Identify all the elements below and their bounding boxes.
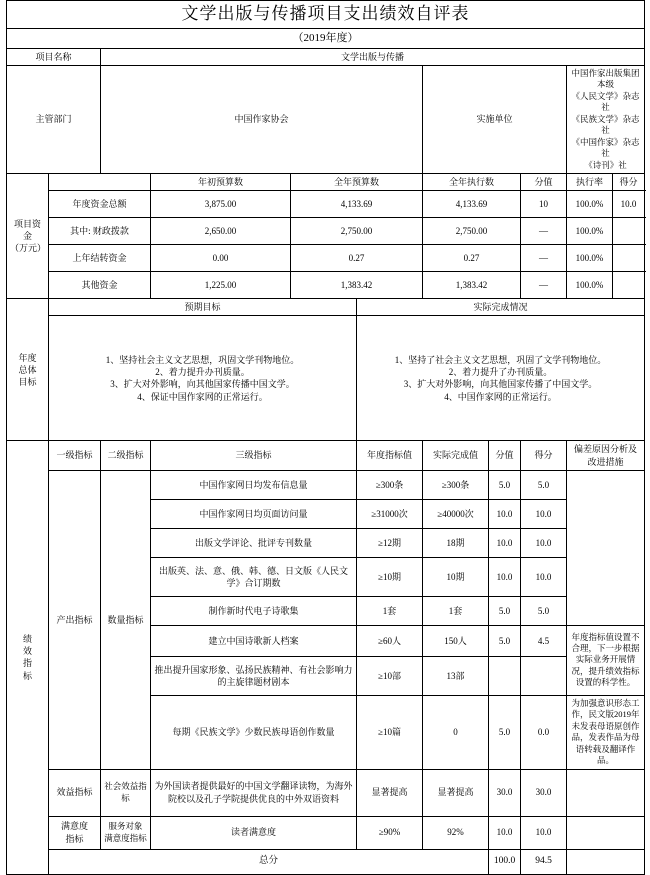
total-deviation (567, 849, 645, 874)
perf-row-4-score: 5.0 (521, 596, 567, 625)
subtitle-row (7, 28, 645, 48)
annual-goal-label-line-0: 年度 (18, 352, 37, 363)
funds-row-3-score (613, 272, 645, 299)
perf-satisfaction-level1-line-1: 指标 (65, 833, 84, 844)
unit-line-1: 《人民文学》杂志社 (571, 90, 640, 113)
perf-label-line-0: 绩 (22, 634, 32, 645)
funds-row-0-year-exec: 4,133.69 (423, 191, 521, 218)
perf-row-5-actual: 150人 (423, 625, 489, 656)
unit-line-2: 《民族文学》杂志社 (571, 113, 640, 136)
annual-goal-actual-header: 实际完成情况 (357, 299, 645, 316)
perf-level2-quantity: 数量指标 (101, 470, 151, 769)
perf-satisfaction-level2-line-0: 服务对象 (108, 821, 143, 832)
perf-benefit-deviation (567, 769, 645, 816)
dept-value: 中国作家协会 (101, 65, 423, 173)
perf-satisfaction-score: 10.0 (521, 816, 567, 849)
funds-col-score: 得分 (613, 174, 645, 191)
funds-row-2-year-budget: 0.27 (291, 245, 423, 272)
funds-row-1-exec-rate: 100.0% (567, 218, 613, 245)
expected-line-1: 2、着力提升办刊质量。 (155, 367, 250, 378)
perf-row-0-l3: 中国作家网日均发布信息量 (151, 470, 357, 499)
perf-row-7-l3: 每期《民族文学》少数民族母语创作数量 (151, 695, 357, 769)
perf-row-1-actual: ≥40000次 (423, 499, 489, 528)
perf-benefit-level3: 为外国读者提供最好的中国文学翻译读物，为海外院校以及孔子学院提供优良的中外双语资料 (151, 769, 357, 816)
total-label: 总分 (49, 849, 489, 874)
perf-row (7, 470, 645, 499)
perf-row-1-l3: 中国作家网日均页面访问量 (151, 499, 357, 528)
perf-row-6-actual: 13部 (423, 656, 489, 695)
perf-row-3-l3: 出版英、法、意、俄、韩、德、日文版《人民文学》合订期数 (151, 557, 357, 596)
perf-row-7-target: ≥10篇 (357, 695, 423, 769)
funds-row (7, 272, 645, 299)
perf-satisfaction-actual: 92% (423, 816, 489, 849)
perf-col-actual: 实际完成值 (423, 441, 489, 470)
page-title: 文学出版与传播项目支出绩效自评表 (7, 1, 645, 29)
dept-unit-row (7, 65, 645, 173)
perf-row-7-actual: 0 (423, 695, 489, 769)
perf-satisfaction-deviation (567, 816, 645, 849)
perf-satisfaction-level2 (101, 816, 151, 849)
funds-row (7, 245, 645, 272)
title-row (7, 1, 645, 29)
funds-row-2-score-value: — (521, 245, 567, 272)
funds-row-3-exec-rate: 100.0% (567, 272, 613, 299)
perf-row-1-score-value: 10.0 (489, 499, 521, 528)
project-name-label: 项目名称 (7, 48, 101, 65)
perf-row-4-actual: 1套 (423, 596, 489, 625)
perf-deviation-blank-top (567, 470, 645, 625)
funds-row-1-begin-budget: 2,650.00 (151, 218, 291, 245)
perf-row-2-l3: 出版文学评论、批评专刊数量 (151, 528, 357, 557)
total-score-value: 100.0 (489, 849, 521, 874)
perf-row-7-deviation: 为加强意识形态工作，民文版2019年未发表母语原创作品，发表作品为母语转载及翻译作品。 (567, 695, 645, 769)
annual-goal-expected-header: 预期目标 (49, 299, 357, 316)
perf-label-line-1: 效 (22, 646, 32, 657)
annual-goal-header-row (7, 299, 645, 316)
funds-row-2-name: 上年结转资金 (49, 245, 151, 272)
funds-row-label (7, 174, 49, 299)
page-subtitle: （2019年度） (7, 28, 645, 48)
perf-satisfaction-row (7, 816, 645, 849)
funds-row-2-exec-rate: 100.0% (567, 245, 613, 272)
perf-row-0-actual: ≥300条 (423, 470, 489, 499)
perf-col-target: 年度指标值 (357, 441, 423, 470)
unit-label: 实施单位 (423, 65, 567, 173)
perf-benefit-score: 30.0 (521, 769, 567, 816)
expected-line-0: 1、坚持社会主义文艺思想，巩固文学刊物地位。 (105, 355, 300, 366)
perf-label-line-2: 指 (22, 658, 32, 669)
funds-row-1-score (613, 218, 645, 245)
perf-col-level1: 一级指标 (49, 441, 101, 470)
project-name-value: 文学出版与传播 (101, 48, 645, 65)
perf-col-score: 得分 (521, 441, 567, 470)
funds-row-0-score-value: 10 (521, 191, 567, 218)
perf-benefit-actual: 显著提高 (423, 769, 489, 816)
perf-row-2-actual: 18期 (423, 528, 489, 557)
annual-goal-label-line-1: 总体 (18, 364, 37, 375)
perf-benefit-target: 显著提高 (357, 769, 423, 816)
perf-col-level2: 二级指标 (101, 441, 151, 470)
perf-row-3-target: ≥10期 (357, 557, 423, 596)
annual-goal-label-line-2: 目标 (18, 376, 37, 387)
total-score: 94.5 (521, 849, 567, 874)
perf-row-4-score-value: 5.0 (489, 596, 521, 625)
perf-row-5-score: 4.5 (521, 625, 567, 656)
dept-label: 主管部门 (7, 65, 101, 173)
funds-col-year-budget: 全年预算数 (291, 174, 423, 191)
perf-row-2-score-value: 10.0 (489, 528, 521, 557)
perf-row-3-score-value: 10.0 (489, 557, 521, 596)
funds-col-score-value: 分值 (521, 174, 567, 191)
funds-row-2-score (613, 245, 645, 272)
funds-row-3-year-exec: 1,383.42 (423, 272, 521, 299)
perf-row-4-l3: 制作新时代电子诗歌集 (151, 596, 357, 625)
actual-line-2: 3、扩大对外影响，向其他国家传播了中国文学。 (403, 379, 598, 390)
funds-row-3-name: 其他资金 (49, 272, 151, 299)
actual-line-1: 2、着力提升了办刊质量。 (448, 367, 553, 378)
funds-row-2-year-exec: 0.27 (423, 245, 521, 272)
unit-line-3: 《中国作家》杂志社 (571, 136, 640, 159)
funds-row-label-line-0: 项目资金 (13, 219, 41, 242)
perf-row-4-target: 1套 (357, 596, 423, 625)
annual-goal-row-label (7, 299, 49, 441)
funds-col-year-exec: 全年执行数 (423, 174, 521, 191)
perf-col-deviation: 偏差原因分析及改进措施 (567, 441, 645, 470)
funds-row-3-begin-budget: 1,225.00 (151, 272, 291, 299)
funds-row-3-score-value: — (521, 272, 567, 299)
perf-col-score-value: 分值 (489, 441, 521, 470)
perf-col-level3: 三级指标 (151, 441, 357, 470)
actual-line-0: 1、坚持了社会主义文艺思想，巩固了文学刊物地位。 (394, 355, 607, 366)
funds-row (7, 218, 645, 245)
perf-label-line-3: 标 (22, 670, 32, 681)
perf-row-0-score-value: 5.0 (489, 470, 521, 499)
perf-satisfaction-level1-line-0: 满意度 (60, 821, 88, 832)
funds-row-1-name: 其中: 财政拨款 (49, 218, 151, 245)
perf-benefit-score-value: 30.0 (489, 769, 521, 816)
perf-row-5-score-value: 5.0 (489, 625, 521, 656)
annual-goal-content-row (7, 316, 645, 441)
perf-row-3-actual: 10期 (423, 557, 489, 596)
perf-row-7-score-value: 5.0 (489, 695, 521, 769)
perf-row-6-score (521, 656, 567, 695)
perf-satisfaction-level3: 读者满意度 (151, 816, 357, 849)
funds-row-0-score: 10.0 (613, 191, 645, 218)
perf-row-5-deviation: 年度指标值设置不合理，下一步根据实际业务开展情况，提升绩效指标设置的科学性。 (567, 625, 645, 695)
unit-line-0: 中国作家出版集团本级 (571, 67, 640, 90)
perf-row-2-target: ≥12期 (357, 528, 423, 557)
perf-benefit-level2: 社会效益指标 (101, 769, 151, 816)
perf-satisfaction-target: ≥90% (357, 816, 423, 849)
perf-row-1-score: 10.0 (521, 499, 567, 528)
funds-row (7, 191, 645, 218)
self-evaluation-table (6, 0, 645, 875)
perf-benefit-row (7, 769, 645, 816)
funds-row-label-line-1: （万元） (10, 243, 47, 254)
expected-line-3: 4、保证中国作家网的正常运行。 (137, 391, 268, 402)
perf-row-0-score: 5.0 (521, 470, 567, 499)
funds-row-1-year-exec: 2,750.00 (423, 218, 521, 245)
perf-row-6-score-value (489, 656, 521, 695)
funds-row-0-name: 年度资金总额 (49, 191, 151, 218)
perf-level1-output: 产出指标 (49, 470, 101, 769)
funds-row-0-begin-budget: 3,875.00 (151, 191, 291, 218)
perf-satisfaction-level1 (49, 816, 101, 849)
actual-line-3: 4、中国作家网的正常运行。 (444, 391, 557, 402)
funds-row-3-year-budget: 1,383.42 (291, 272, 423, 299)
expected-line-2: 3、扩大对外影响，向其他国家传播中国文学。 (110, 379, 295, 390)
project-name-row (7, 48, 645, 65)
perf-row-5-target: ≥60人 (357, 625, 423, 656)
total-row (7, 849, 645, 874)
perf-row-5-l3: 建立中国诗歌新人档案 (151, 625, 357, 656)
perf-row-2-score: 10.0 (521, 528, 567, 557)
annual-goal-actual-text (357, 316, 645, 441)
perf-benefit-level1: 效益指标 (49, 769, 101, 816)
funds-row-0-exec-rate: 100.0% (567, 191, 613, 218)
funds-header-row (7, 174, 645, 191)
perf-row-0-target: ≥300条 (357, 470, 423, 499)
perf-row-6-target: ≥10部 (357, 656, 423, 695)
perf-satisfaction-score-value: 10.0 (489, 816, 521, 849)
funds-col-exec-rate: 执行率 (567, 174, 613, 191)
perf-row-6-l3: 推出提升国家形象、弘扬民族精神、有社会影响力的主旋律题材剧本 (151, 656, 357, 695)
perf-satisfaction-level2-line-1: 满意度指标 (104, 832, 147, 843)
perf-row-1-target: ≥31000次 (357, 499, 423, 528)
funds-row-2-begin-budget: 0.00 (151, 245, 291, 272)
funds-row-1-score-value: — (521, 218, 567, 245)
perf-row-7-score: 0.0 (521, 695, 567, 769)
funds-row-1-year-budget: 2,750.00 (291, 218, 423, 245)
funds-col-begin-budget: 年初预算数 (151, 174, 291, 191)
perf-row-label (7, 441, 49, 874)
funds-row-0-year-budget: 4,133.69 (291, 191, 423, 218)
unit-value (567, 65, 645, 173)
funds-blank-header (49, 174, 151, 191)
unit-line-4: 《诗刊》社 (584, 159, 627, 170)
perf-header-row (7, 441, 645, 470)
perf-row-3-score: 10.0 (521, 557, 567, 596)
annual-goal-expected-text (49, 316, 357, 441)
